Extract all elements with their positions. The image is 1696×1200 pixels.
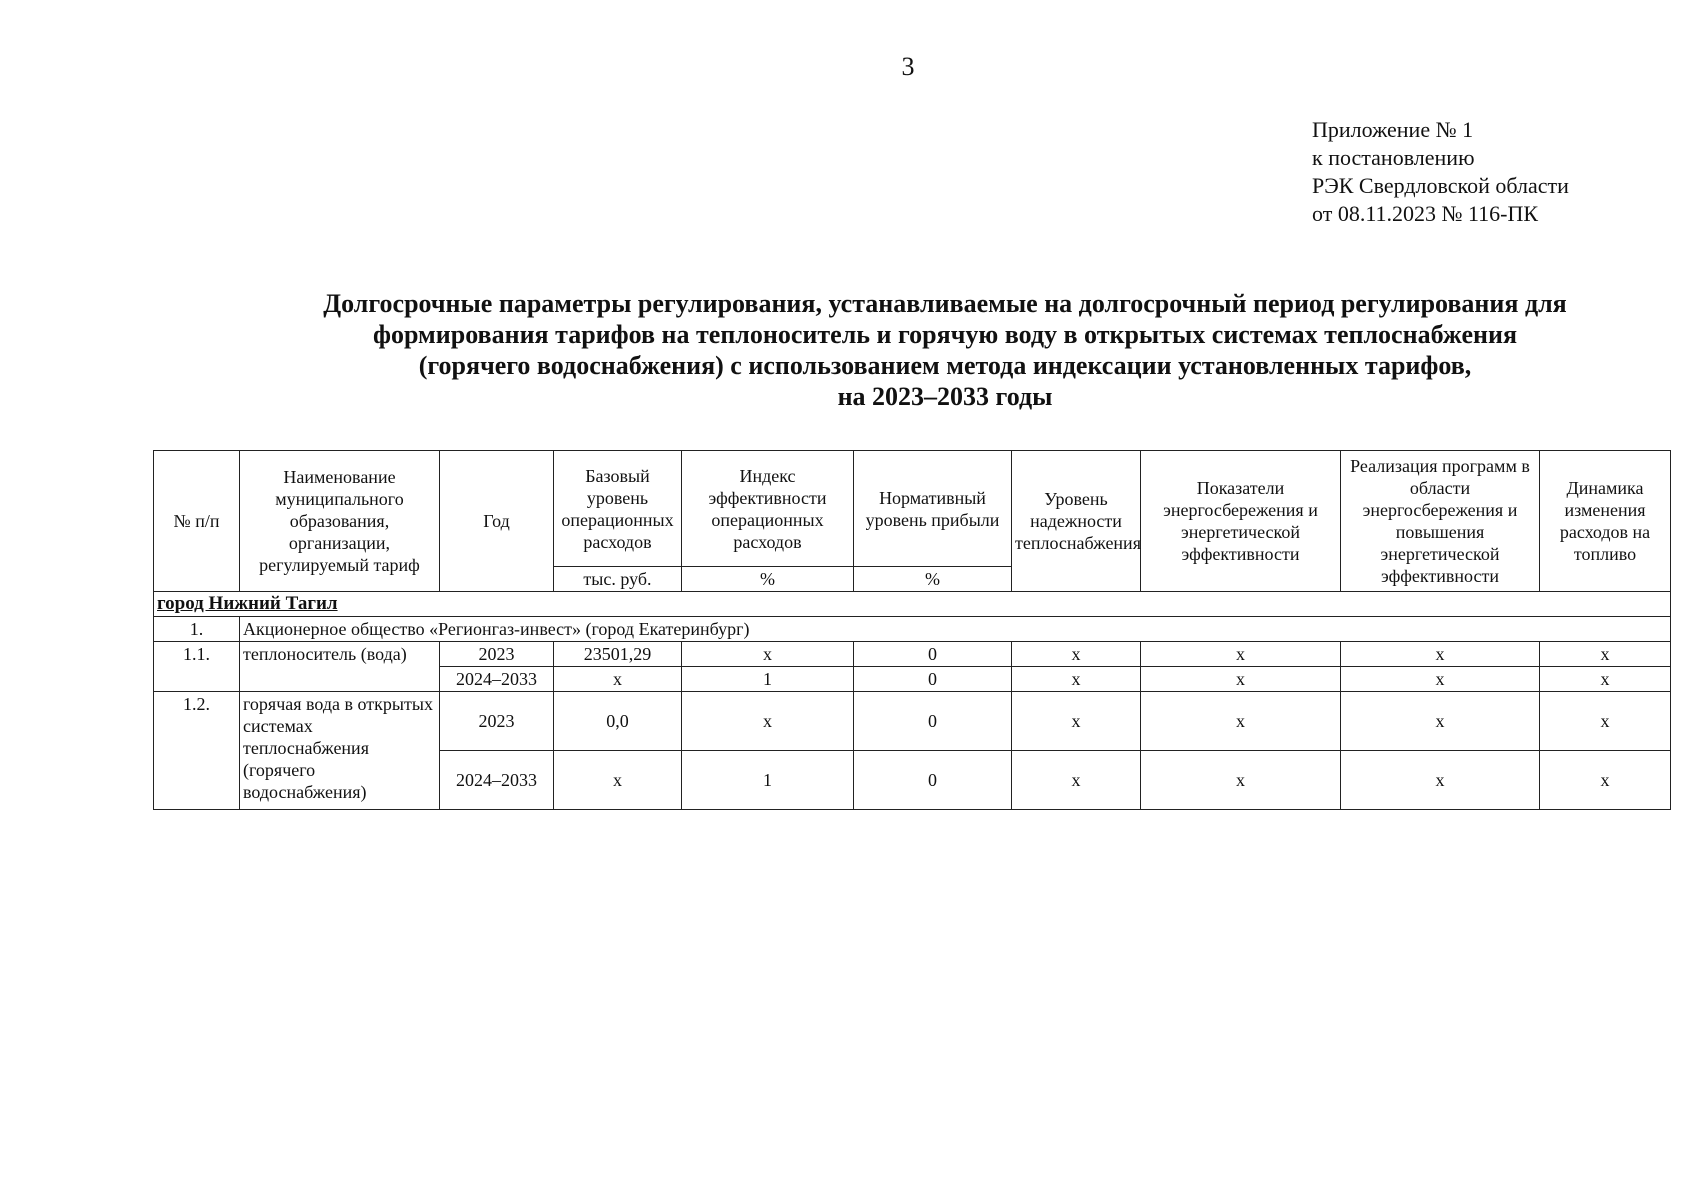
item-num: 1.1. [154,642,240,692]
city-row [154,592,1671,617]
title-line-1: Долгосрочные параметры регулирования, устанавливаемые на долгосрочный период регулирования для [323,289,1567,318]
parameters-table [153,450,1671,810]
header-year: Год [440,451,554,592]
header-row [154,451,1671,567]
table-row [154,642,1671,667]
city-name: город Нижний Тагил [154,592,1671,617]
cell-programs: х [1341,667,1540,692]
appendix-line-1: Приложение № 1 [1312,117,1474,142]
cell-energy: х [1141,751,1341,810]
header-programs: Реализация программ в области энергосбережения и повышения энергетической эффективности [1341,451,1540,592]
table-row [154,692,1671,751]
org-name: Акционерное общество «Регионгаз-инвест» (город Екатеринбург) [240,617,1671,642]
header-index: Индекс эффективности операционных расходов [682,451,854,567]
cell-year: 2023 [440,642,554,667]
appendix-line-4: от 08.11.2023 № 116-ПК [1312,201,1539,226]
header-base: Базовый уровень операционных расходов [554,451,682,567]
appendix-block [1312,116,1569,228]
cell-reliability: х [1012,751,1141,810]
item-name: теплоноситель (вода) [240,642,440,692]
header-num: № п/п [154,451,240,592]
cell-index: 1 [682,667,854,692]
unit-base: тыс. руб. [554,567,682,592]
cell-energy: х [1141,667,1341,692]
header-reliability: Уровень надежности теплоснабжения [1012,451,1141,592]
cell-year: 2023 [440,692,554,751]
cell-profit: 0 [854,751,1012,810]
cell-fuel: х [1540,667,1671,692]
title-line-3: (горячего водоснабжения) с использованием метода индексации установленных тарифов, [418,351,1472,380]
cell-index: х [682,692,854,751]
cell-energy: х [1141,642,1341,667]
cell-year: 2024–2033 [440,751,554,810]
item-num: 1.2. [154,692,240,810]
header-name: Наименование муниципального образования, организации, регулируемый тариф [240,451,440,592]
document-title [255,288,1635,412]
page-number: 3 [901,52,915,81]
org-num: 1. [154,617,240,642]
cell-programs: х [1341,642,1540,667]
cell-year: 2024–2033 [440,667,554,692]
item-name: горячая вода в открытых системах теплоснабжения (горячего водоснабжения) [240,692,440,810]
unit-index: % [682,567,854,592]
cell-programs: х [1341,751,1540,810]
cell-index: х [682,642,854,667]
cell-fuel: х [1540,692,1671,751]
cell-fuel: х [1540,642,1671,667]
header-profit: Нормативный уровень прибыли [854,451,1012,567]
cell-profit: 0 [854,642,1012,667]
header-fuel: Динамика изменения расходов на топливо [1540,451,1671,592]
title-line-2: формирования тарифов на теплоноситель и горячую воду в открытых системах теплоснабжения [372,320,1518,349]
appendix-line-3: РЭК Свердловской области [1312,173,1569,198]
cell-programs: х [1341,692,1540,751]
cell-profit: 0 [854,692,1012,751]
cell-profit: 0 [854,667,1012,692]
org-row [154,617,1671,642]
cell-reliability: х [1012,642,1141,667]
appendix-line-2: к постановлению [1312,145,1475,170]
cell-reliability: х [1012,667,1141,692]
cell-fuel: х [1540,751,1671,810]
cell-energy: х [1141,692,1341,751]
cell-reliability: х [1012,692,1141,751]
cell-index: 1 [682,751,854,810]
title-line-4: на 2023–2033 годы [837,382,1053,411]
cell-base: х [554,751,682,810]
unit-profit: % [854,567,1012,592]
cell-base: 0,0 [554,692,682,751]
cell-base: х [554,667,682,692]
cell-base: 23501,29 [554,642,682,667]
header-energy: Показатели энергосбережения и энергетической эффективности [1141,451,1341,592]
